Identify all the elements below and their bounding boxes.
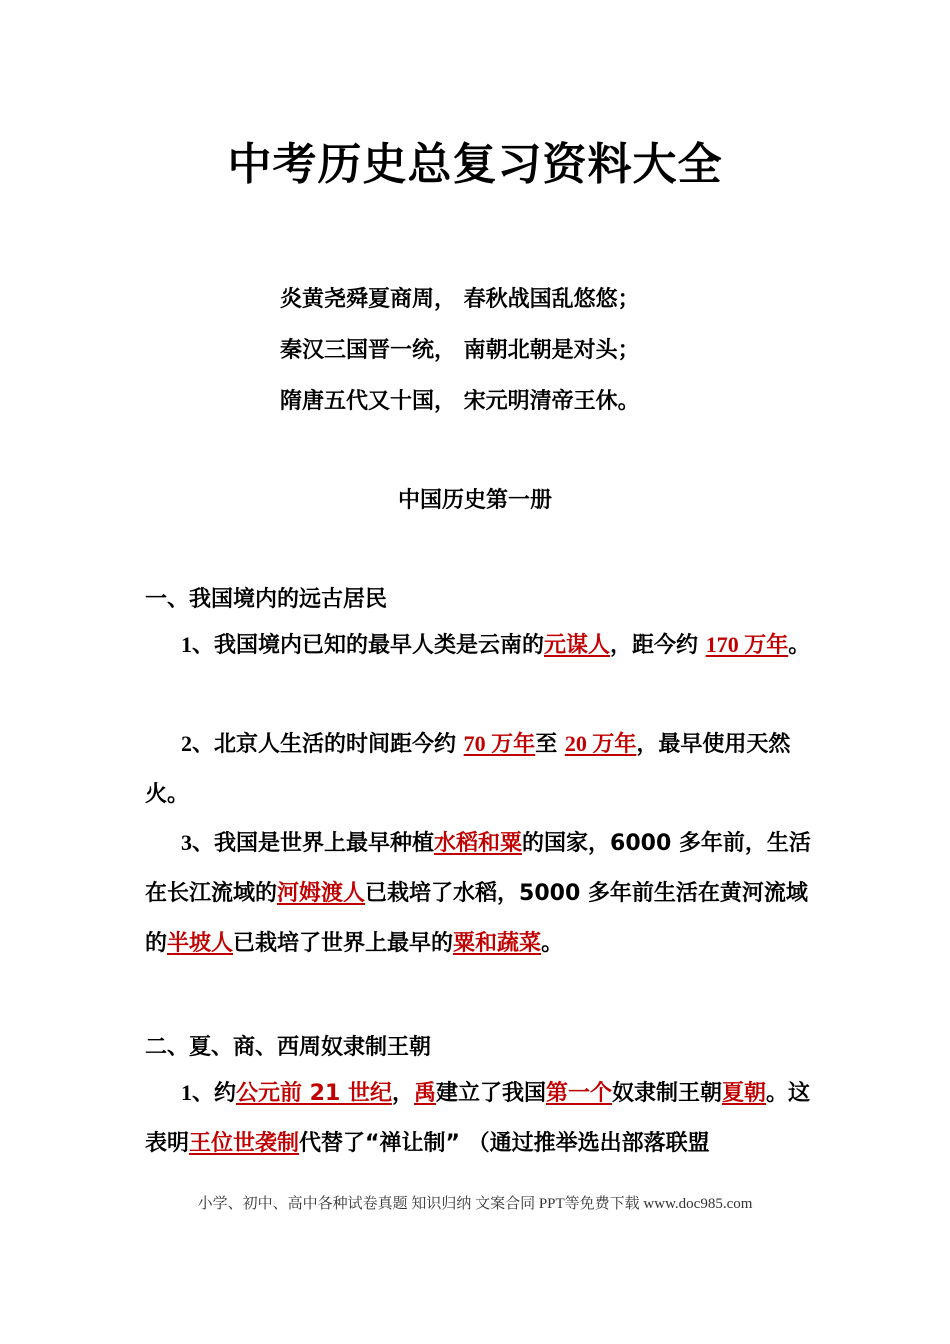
para-text: 、约 bbox=[192, 1081, 237, 1106]
item-number: 1 bbox=[181, 1080, 192, 1105]
highlight-term: 禹 bbox=[413, 1081, 436, 1106]
highlight-term: 半坡人 bbox=[167, 931, 234, 956]
para-text: 、我国是世界上最早种植 bbox=[192, 831, 435, 856]
para-text: 。这表明 bbox=[145, 1081, 811, 1156]
highlight-term: 20 万年 bbox=[564, 731, 637, 756]
highlight-term: 第一个 bbox=[546, 1081, 613, 1106]
para-text: 至 bbox=[535, 732, 565, 757]
highlight-term: 粟和蔬菜 bbox=[453, 931, 542, 956]
para-text: 已栽培了水稻，5000 多年前生活在黄河流域的 bbox=[145, 881, 808, 956]
para-text: 已栽培了世界上最早的 bbox=[233, 931, 454, 956]
document-title: 中考历史总复习资料大全 bbox=[227, 139, 723, 190]
para-text: 、我国境内已知的最早人类是云南的 bbox=[192, 633, 545, 658]
item-number: 3 bbox=[181, 830, 192, 855]
highlight-term: 170 万年 bbox=[705, 632, 789, 657]
para-text: 奴隶制王朝 bbox=[612, 1081, 723, 1106]
para-text: ，距今约 bbox=[610, 633, 706, 658]
highlight-term: 元谋人 bbox=[544, 633, 611, 658]
para-text: ，最早使用天然火。 bbox=[145, 732, 791, 807]
para-text: 的国家，6000 多年前，生活在长江流域的 bbox=[145, 831, 811, 906]
poem-line-3: 隋唐五代又十国， 宋元明清帝王休。 bbox=[280, 389, 640, 414]
para-text: 。 bbox=[788, 633, 811, 658]
mnemonic-poem bbox=[280, 282, 640, 435]
highlight-term: 王位世袭制 bbox=[189, 1131, 300, 1156]
highlight-term: 水稻和粟 bbox=[434, 831, 523, 856]
book-title: 中国历史第一册 bbox=[397, 488, 552, 513]
highlight-term: 夏朝 bbox=[722, 1081, 767, 1106]
item-number: 1 bbox=[181, 632, 192, 657]
highlight-term: 70 万年 bbox=[463, 731, 536, 756]
para-text: 代替了“禅让制” （通过推举选出部落联盟 bbox=[299, 1131, 710, 1156]
para-text: 。 bbox=[541, 931, 564, 956]
paragraph-1-2 bbox=[145, 719, 813, 820]
para-text: 建立了我国 bbox=[435, 1081, 546, 1106]
page-footer: 小学、初中、高中各种试卷真题 知识归纳 文案合同 PPT等免费下载 www.doc985.com bbox=[197, 1196, 753, 1212]
paragraph-1-1 bbox=[145, 620, 813, 671]
paragraph-1-3 bbox=[145, 818, 813, 969]
highlight-term: 河姆渡人 bbox=[277, 881, 366, 906]
para-text: ， bbox=[391, 1081, 414, 1106]
section-heading-2: 二、夏、商、西周奴隶制王朝 bbox=[145, 1035, 432, 1060]
highlight-term: 公元前 21 世纪 bbox=[236, 1081, 392, 1106]
poem-line-1: 炎黄尧舜夏商周， 春秋战国乱悠悠； bbox=[280, 287, 640, 312]
para-text: 、北京人生活的时间距今约 bbox=[192, 732, 464, 757]
item-number: 2 bbox=[181, 731, 192, 756]
paragraph-2-1 bbox=[145, 1068, 813, 1169]
poem-line-2: 秦汉三国晋一统， 南朝北朝是对头； bbox=[280, 338, 640, 363]
section-heading-1: 一、我国境内的远古居民 bbox=[145, 587, 388, 612]
